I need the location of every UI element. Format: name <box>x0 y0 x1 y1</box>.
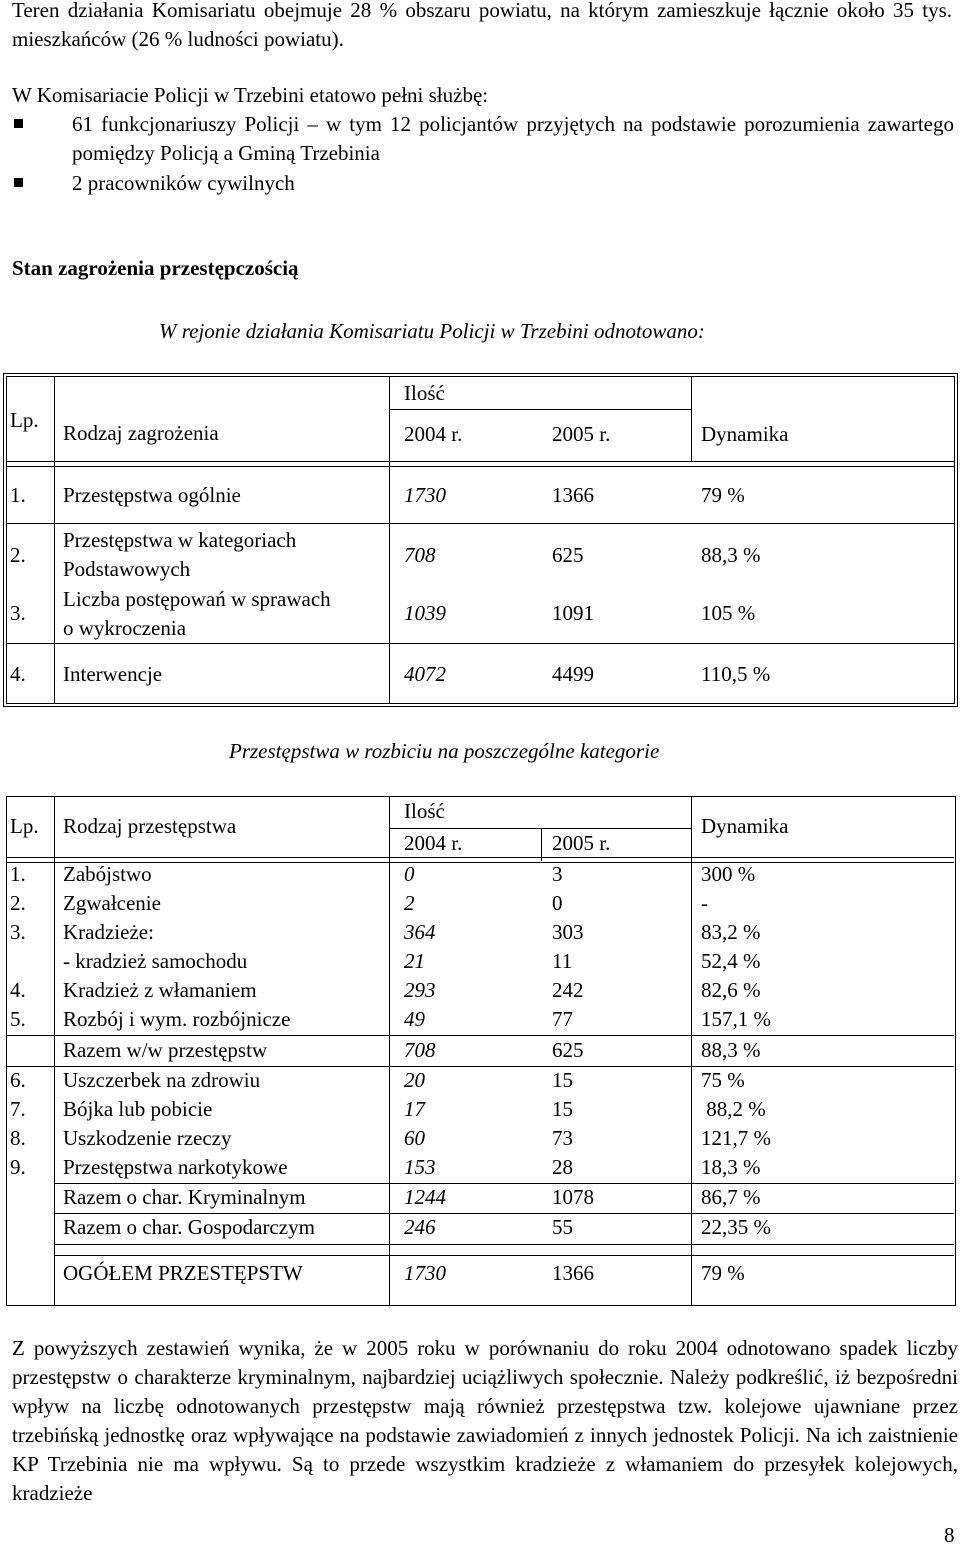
row-2004: 49 <box>404 1007 425 1031</box>
row-lp: 4. <box>10 978 26 1002</box>
row-2004: 246 <box>404 1215 436 1239</box>
row-type: OGÓŁEM PRZESTĘPSTW <box>63 1261 303 1285</box>
row-2004: 364 <box>404 920 436 944</box>
col-lp-header: Lp. <box>10 814 39 838</box>
row-2004: 1039 <box>404 601 446 625</box>
row-dynamics: 157,1 % <box>701 1007 771 1031</box>
row-2005: 15 <box>552 1097 573 1121</box>
row-dynamics: 88,3 % <box>701 1038 761 1062</box>
page-number: 8 <box>944 1523 955 1547</box>
row-2005: 55 <box>552 1215 573 1239</box>
row-lp: 2. <box>10 543 26 567</box>
row-dynamics: 110,5 % <box>701 662 771 686</box>
row-lp: 1. <box>10 862 26 886</box>
col-dynamics-header: Dynamika <box>701 814 789 838</box>
table1-caption: W rejonie działania Komisariatu Policji w Trzebini odnotowano: <box>159 319 705 343</box>
row-dynamics: 79 % <box>701 483 745 507</box>
row-2004: 708 <box>404 543 436 567</box>
row-dynamics: 83,2 % <box>701 920 761 944</box>
row-lp: 5. <box>10 1007 26 1031</box>
row-2004: 1730 <box>404 1261 446 1285</box>
row-type: Rozbój i wym. rozbójnicze <box>63 1007 291 1031</box>
row-dynamics: 75 % <box>701 1068 745 1092</box>
row-lp: 7. <box>10 1097 26 1121</box>
row-dynamics: 79 % <box>701 1261 745 1285</box>
row-type-cont: o wykroczenia <box>63 616 187 640</box>
row-2004: 21 <box>404 949 425 973</box>
col-2005-header: 2005 r. <box>552 422 611 446</box>
row-dynamics: 88,3 % <box>701 543 761 567</box>
row-type: Liczba postępowań w sprawach <box>63 587 331 611</box>
col-lp-header: Lp. <box>10 408 39 432</box>
row-2005: 0 <box>552 891 563 915</box>
col-dynamics-header: Dynamika <box>701 422 789 446</box>
row-type: Uszczerbek na zdrowiu <box>63 1068 261 1092</box>
row-type: Przestępstwa w kategoriach <box>63 528 297 552</box>
col-count-header: Ilość <box>404 799 445 823</box>
row-2004: 1244 <box>404 1185 446 1209</box>
row-2004: 1730 <box>404 483 446 507</box>
row-2004: 0 <box>404 862 415 886</box>
row-dynamics: 22,35 % <box>701 1215 771 1239</box>
row-2005: 625 <box>552 1038 584 1062</box>
row-2004: 708 <box>404 1038 436 1062</box>
row-type: Interwencje <box>63 662 163 686</box>
row-dynamics: 121,7 % <box>701 1126 771 1150</box>
row-2005: 625 <box>552 543 584 567</box>
row-type: Przestępstwa ogólnie <box>63 483 241 507</box>
row-2005: 1366 <box>552 483 594 507</box>
row-2005: 1366 <box>552 1261 594 1285</box>
row-dynamics: 82,6 % <box>701 978 761 1002</box>
row-dynamics: 300 % <box>701 862 756 886</box>
row-dynamics: 86,7 % <box>701 1185 761 1209</box>
row-type: - kradzież samochodu <box>63 949 248 973</box>
col-2004-header: 2004 r. <box>404 831 463 855</box>
row-dynamics: 52,4 % <box>701 949 761 973</box>
row-lp: 8. <box>10 1126 26 1150</box>
row-2005: 242 <box>552 978 584 1002</box>
row-2005: 77 <box>552 1007 573 1031</box>
row-type: Zgwałcenie <box>63 891 161 915</box>
row-type: Razem w/w przestępstw <box>63 1038 268 1062</box>
staffing-intro: W Komisariacie Policji w Trzebini etatowo pełni służbę: <box>12 83 489 107</box>
row-2005: 3 <box>552 862 563 886</box>
row-dynamics: 18,3 % <box>701 1155 761 1179</box>
row-2005: 73 <box>552 1126 573 1150</box>
section-heading: Stan zagrożenia przestępczością <box>12 256 299 280</box>
col-2005-header: 2005 r. <box>552 831 611 855</box>
row-2005: 11 <box>552 949 573 973</box>
bullet-icon <box>14 178 23 187</box>
row-2005: 1078 <box>552 1185 594 1209</box>
row-type: Razem o char. Kryminalnym <box>63 1185 306 1209</box>
row-lp: 2. <box>10 891 26 915</box>
row-type: Zabójstwo <box>63 862 152 886</box>
row-2005: 1091 <box>552 601 594 625</box>
table2-caption: Przestępstwa w rozbiciu na poszczególne kategorie <box>229 739 660 763</box>
row-type: Bójka lub pobicie <box>63 1097 213 1121</box>
row-dynamics: 105 % <box>701 601 756 625</box>
row-lp: 9. <box>10 1155 26 1179</box>
row-2004: 17 <box>404 1097 425 1121</box>
row-lp: 6. <box>10 1068 26 1092</box>
row-type: Kradzieże: <box>63 920 154 944</box>
row-type: Uszkodzenie rzeczy <box>63 1126 232 1150</box>
col-2004-header: 2004 r. <box>404 422 463 446</box>
row-lp: 1. <box>10 483 26 507</box>
row-2004: 293 <box>404 978 436 1002</box>
row-2005: 28 <box>552 1155 573 1179</box>
row-type: Razem o char. Gospodarczym <box>63 1215 315 1239</box>
conclusion-paragraph: Z powyższych zestawień wynika, że w 2005 roku w porównaniu do roku 2004 odnotowano spadek liczby przestępstw o charakterze kryminalnym, najbardziej uciążliwych społecznie. Należy podkreślić, iż bezpośredni wpływ na liczbę odnotowanych przestępstw mają również przestępstwa tzw. kolejowe ujawniane przez trzebińską jednostkę oraz wpływające na podstawie zawiadomień z innych jednostek Policji. Na ich zaistnienie KP Trzebinia nie ma wpływu. Są to przede wszystkim kradzieże z włamaniem do przesyłek kolejowych, kradzieże <box>12 1336 958 1505</box>
row-dynamics: 88,2 % <box>701 1097 766 1121</box>
row-2005: 4499 <box>552 662 594 686</box>
bullet-icon <box>14 119 23 128</box>
row-lp: 4. <box>10 662 26 686</box>
row-2005: 303 <box>552 920 584 944</box>
row-2004: 60 <box>404 1126 425 1150</box>
row-2004: 20 <box>404 1068 425 1092</box>
row-lp: 3. <box>10 601 26 625</box>
row-lp: 3. <box>10 920 26 944</box>
row-2004: 4072 <box>404 662 446 686</box>
row-2004: 153 <box>404 1155 436 1179</box>
col-type-header: Rodzaj zagrożenia <box>63 421 219 445</box>
intro-paragraph: Teren działania Komisariatu obejmuje 28 % obszaru powiatu, na którym zamieszkuje łącznie około 35 tys. mieszkańców (26 % ludności powiatu). <box>12 0 952 51</box>
staffing-item-officers: 61 funkcjonariuszy Policji – w tym 12 policjantów przyjętych na podstawie porozumienia zawartego pomiędzy Policją a Gminą Trzebinia <box>72 112 954 165</box>
col-type-header: Rodzaj przestępstwa <box>63 814 237 838</box>
row-2004: 2 <box>404 891 415 915</box>
col-count-header: Ilość <box>404 381 445 405</box>
row-type: Kradzież z włamaniem <box>63 978 257 1002</box>
row-type: Przestępstwa narkotykowe <box>63 1155 288 1179</box>
row-dynamics: - <box>701 891 708 915</box>
staffing-item-civilians: 2 pracowników cywilnych <box>72 171 295 195</box>
row-type-cont: Podstawowych <box>63 557 191 581</box>
row-2005: 15 <box>552 1068 573 1092</box>
